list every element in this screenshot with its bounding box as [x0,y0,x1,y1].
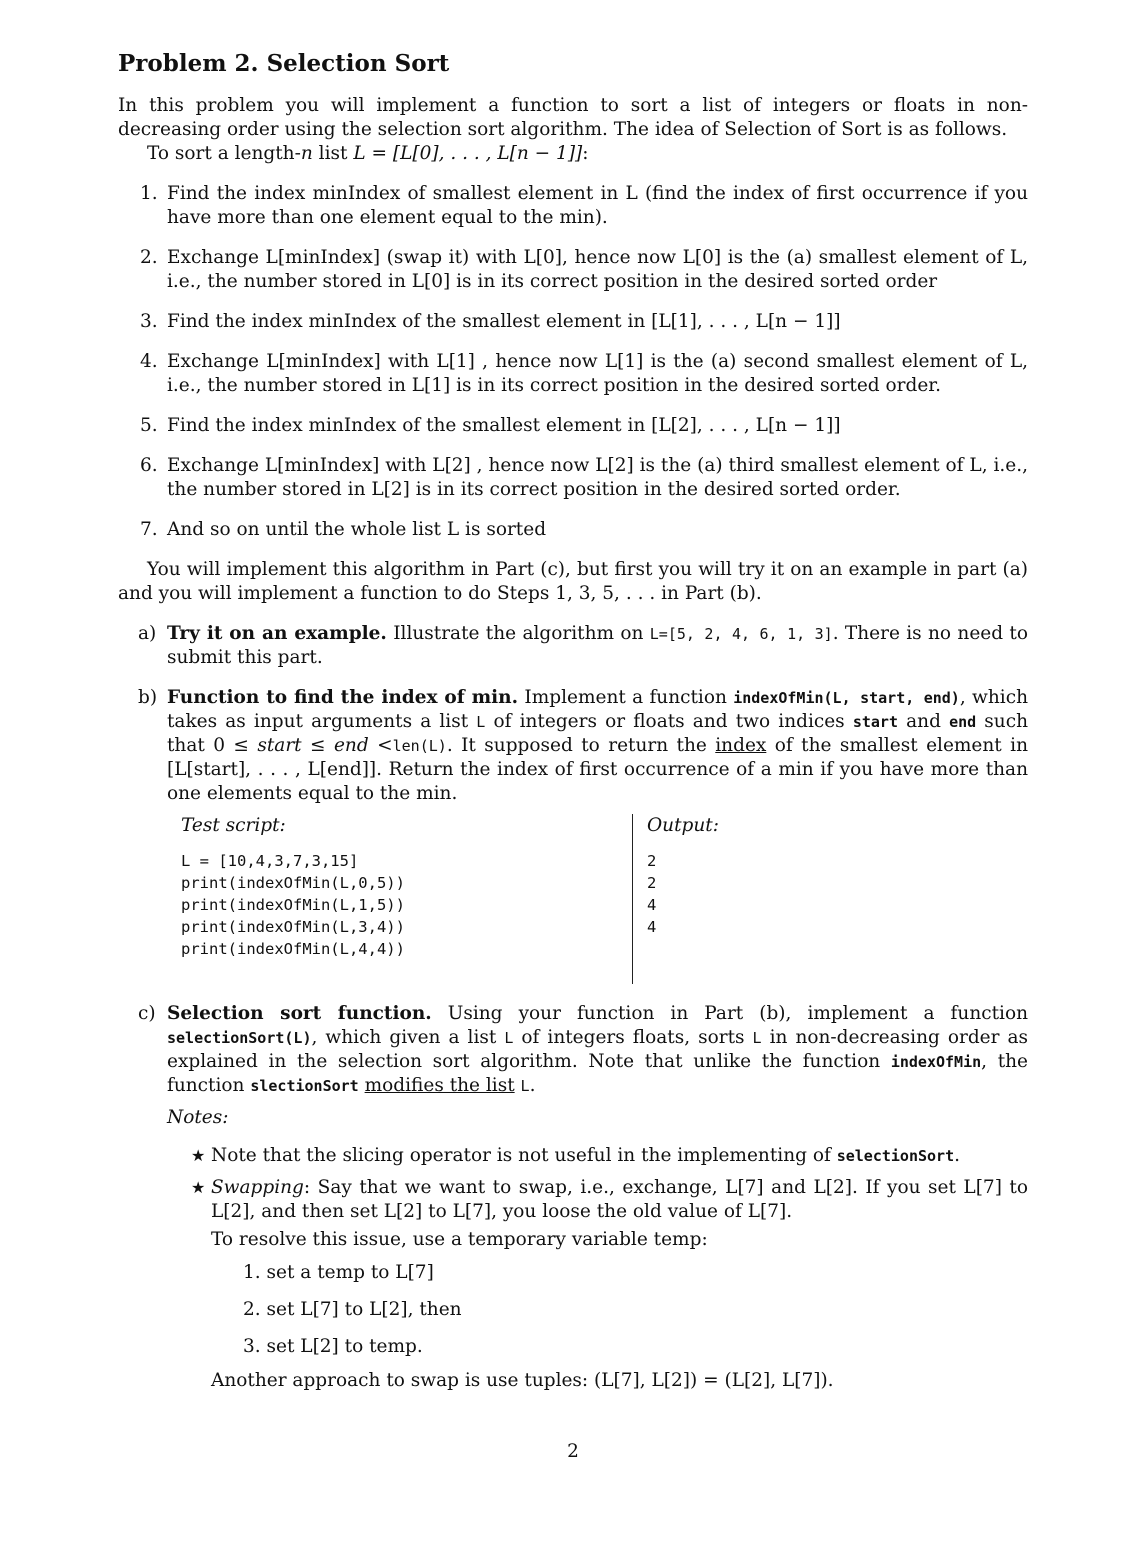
part-c [118,1002,1028,1393]
output-column [633,814,719,984]
part-b-code: L [476,713,486,731]
test-box [181,814,1028,984]
part-b-text: , which takes as input arguments a list [167,687,1028,732]
notes-header: Notes: [167,1107,229,1128]
star-icon: ★ [191,1146,206,1165]
step-text: Find the index minIndex of smallest element in L (find the index of first occurrence if you have more than one element equal to the min). [167,183,1028,228]
note-text: : Say that we want to swap, i.e., exchange, L[7] and L[2]. If you set L[7] to L[2], and then set L[2] to L[7], you loose the old value of L[7]. [211,1177,1028,1222]
to-sort-line [118,142,1028,166]
part-c-text: , the function [167,1051,1028,1096]
document-page [118,48,1029,1462]
test-script-header: Test script: [181,815,286,836]
swap-steps [211,1258,1028,1361]
part-c-text: , which given a list [311,1027,505,1048]
output-code: 2 2 4 4 [647,852,657,936]
step-number: 5. [140,415,158,436]
note-resolve: To resolve this issue, use a temporary variable temp: [211,1229,708,1250]
part-c-text: Using your function in Part (b), implement a function [431,1003,1028,1024]
note-text: Note that the slicing operator is not useful in the implementing of [211,1145,837,1166]
part-a-code: L=[5, 2, 4, 6, 1, 3] [649,625,833,643]
part-b-text: of integers or floats and two indices [485,711,853,732]
to-sort-suffix: : [582,143,589,164]
part-c-text: in non-decreasing order as explained in the selection sort algorithm. Note that unlike the function [167,1027,1029,1072]
part-c-code: indexOfMin [890,1053,982,1071]
part-b-code: end [949,713,977,731]
step-number: 1. [140,183,158,204]
step-item [118,350,1028,398]
part-b-text: . It supposed to return the [446,735,716,756]
part-b-text: and [897,711,950,732]
intro-paragraph: In this problem you will implement a function to sort a list of integers or floats in non-decreasing order using the selection sort algorithm. The idea of Selection of Sort is as follows. [118,95,1028,140]
step-item [118,454,1028,502]
part-c-code: L [520,1077,530,1095]
step-text: Find the index minIndex of the smallest element in [L[1], . . . , L[n − 1]] [167,311,841,332]
page-number: 2 [567,1441,579,1462]
note-label: Swapping [211,1177,304,1198]
part-c-label: c) [138,1003,156,1024]
part-b-text: of the smallest element in [L[start], . . . , L[end]]. Return the index of first occurrence of a min if you have more than one elements equal to the min. [167,735,1028,804]
step-number: 3. [140,311,158,332]
step-number: 4. [140,351,158,372]
test-script-code: L = [10,4,3,7,3,15] print(indexOfMin(L,0,5)) print(indexOfMin(L,1,5)) print(indexOfMin(L,3,4)) print(indexOfMin(L,4,4)) [181,852,405,958]
part-c-heading: Selection sort function. [167,1003,432,1024]
part-b-text: such that 0 ≤ [167,711,1028,756]
part-b-heading: Function to find the index of min. [167,687,519,708]
step-item [118,182,1028,230]
notes-list [191,1144,1028,1393]
swap-step: 3. set L[2] to temp. [243,1336,423,1357]
after-steps-text: You will implement this algorithm in Part (c), but first you will try it on an example in part (a) and you will implement a function to do Steps 1, 3, 5, . . . in Part (b). [118,559,1028,604]
step-item [118,414,1028,438]
part-a-label: a) [138,623,157,644]
part-c-code: L [504,1029,514,1047]
step-text: Exchange L[minIndex] with L[2] , hence now L[2] is the (a) third smallest element of L, i.e., the number stored in L[2] is in its correct position in the desired sorted order. [167,455,1028,500]
problem-title: Problem 2. Selection Sort [118,50,450,77]
step-text: And so on until the whole list L is sorted [167,519,547,540]
output-header: Output: [647,815,719,836]
step-item [118,310,1028,334]
to-sort-mid: list [312,143,354,164]
step-text: Find the index minIndex of the smallest element in [L[2], . . . , L[n − 1]] [167,415,841,436]
part-a-heading: Try it on an example. [167,623,387,644]
part-c-text: . [529,1075,536,1096]
part-c-code: L [752,1029,762,1047]
step-text: Exchange L[minIndex] with L[1] , hence now L[1] is the (a) second smallest element of L, i.e., the number stored in L[1] is in its correct position in the desired sorted order. [167,351,1028,396]
part-b-label: b) [138,687,158,708]
test-script-column [181,814,633,984]
step-item [118,246,1028,294]
step-number: 6. [140,455,158,476]
note-item [191,1176,1028,1393]
star-icon: ★ [191,1178,206,1197]
step-text: Exchange L[minIndex] (swap it) with L[0], hence now L[0] is the (a) smallest element of L, i.e., the number stored in L[0] is in its correct position in the desired sorted order [167,247,1028,292]
to-sort-n: n [300,143,313,164]
part-b-text: ≤ [301,735,334,756]
part-b-code: start [852,713,898,731]
algorithm-steps [118,182,1028,542]
after-steps-paragraph [118,558,1028,606]
part-b-code: indexOfMin(L, start, end) [733,689,960,707]
note-item [191,1144,1028,1168]
part-a [118,622,1028,670]
swap-step: 1. set a temp to L[7] [243,1262,434,1283]
to-sort-expr: L = [L[0], . . . , L[n − 1]] [353,143,583,164]
tuple-note: Another approach to swap is use tuples: (L[7], L[2]) = (L[2], L[7]). [211,1370,834,1391]
part-b-underline: index [715,735,767,756]
to-sort-prefix: To sort a length- [147,143,301,164]
note-text: . [954,1145,960,1166]
swap-step: 2. set L[7] to L[2], then [243,1299,462,1320]
part-b [118,686,1028,984]
step-item [118,518,1028,542]
part-c-underline: modifies the list [364,1075,515,1096]
part-b-text: Implement a function [518,687,734,708]
part-b-math: end [333,735,369,756]
part-b-text: < [368,735,393,756]
part-c-code: selectionSort(L) [167,1029,312,1047]
part-b-math: start [257,735,302,756]
parts-section [118,622,1028,1393]
part-c-text: of integers floats, sorts [513,1027,753,1048]
part-c-code: slectionSort [250,1077,359,1095]
part-a-text: . There is no need to submit this part. [167,623,1028,668]
part-b-code: len(L) [392,737,447,755]
step-number: 2. [140,247,158,268]
step-number: 7. [140,519,158,540]
part-a-text: Illustrate the algorithm on [386,623,650,644]
note-code: selectionSort [836,1147,955,1165]
